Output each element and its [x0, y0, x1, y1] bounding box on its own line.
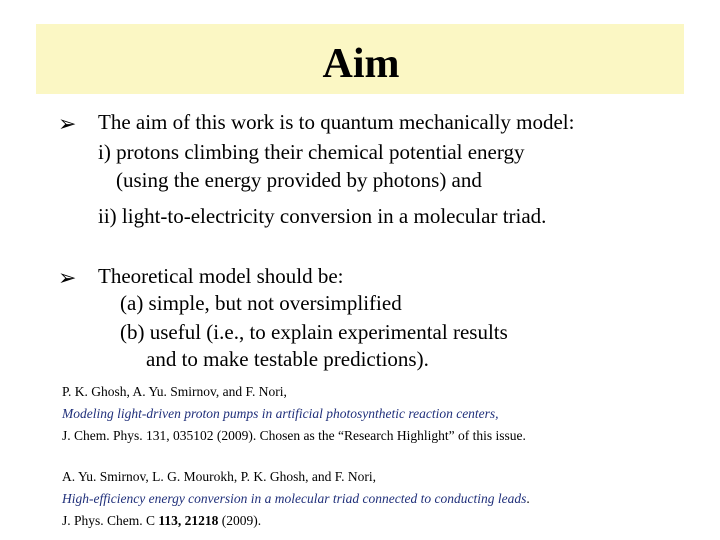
reference-1-authors: P. K. Ghosh, A. Yu. Smirnov, and F. Nori,: [62, 384, 287, 399]
bullet-1-line-2: i) protons climbing their chemical potential energy: [98, 140, 525, 164]
reference-2-volume-pages: 113, 21218: [158, 513, 219, 528]
reference-2-title-period: .: [526, 491, 530, 506]
bullet-arrow-icon: ➢: [58, 111, 77, 136]
bullet-1-line-4: ii) light-to-electricity conversion in a molecular triad.: [98, 204, 547, 228]
bullet-2-line-4: and to make testable predictions).: [146, 347, 429, 371]
bullet-2-line-3: (b) useful (i.e., to explain experimental results: [120, 320, 508, 344]
reference-2-authors: A. Yu. Smirnov, L. G. Mourokh, P. K. Ghosh, and F. Nori,: [62, 469, 377, 484]
slide-title: Aim: [322, 41, 400, 87]
reference-2-citation: [62, 513, 261, 529]
reference-2-journal: J. Phys. Chem. C: [62, 513, 159, 528]
reference-1-title-text: Modeling light-driven proton pumps in artificial photosynthetic reaction centers,: [62, 406, 499, 421]
bullet-1-line-3: (using the energy provided by photons) and: [116, 168, 482, 192]
reference-1-title: [62, 406, 499, 422]
reference-2-year: (2009).: [218, 513, 262, 528]
bullet-2-line-2: (a) simple, but not oversimplified: [120, 291, 402, 315]
bullet-2-line-1: Theoretical model should be:: [98, 264, 344, 288]
bullet-arrow-icon: ➢: [58, 265, 77, 290]
bullet-1-line-1: The aim of this work is to quantum mechanically model:: [98, 110, 575, 134]
reference-2-title-text: High-efficiency energy conversion in a molecular triad connected to conducting leads: [62, 491, 527, 506]
reference-1-citation: J. Chem. Phys. 131, 035102 (2009). Chosen as the “Research Highlight” of this issue.: [62, 428, 526, 443]
reference-2-title: [62, 491, 530, 507]
